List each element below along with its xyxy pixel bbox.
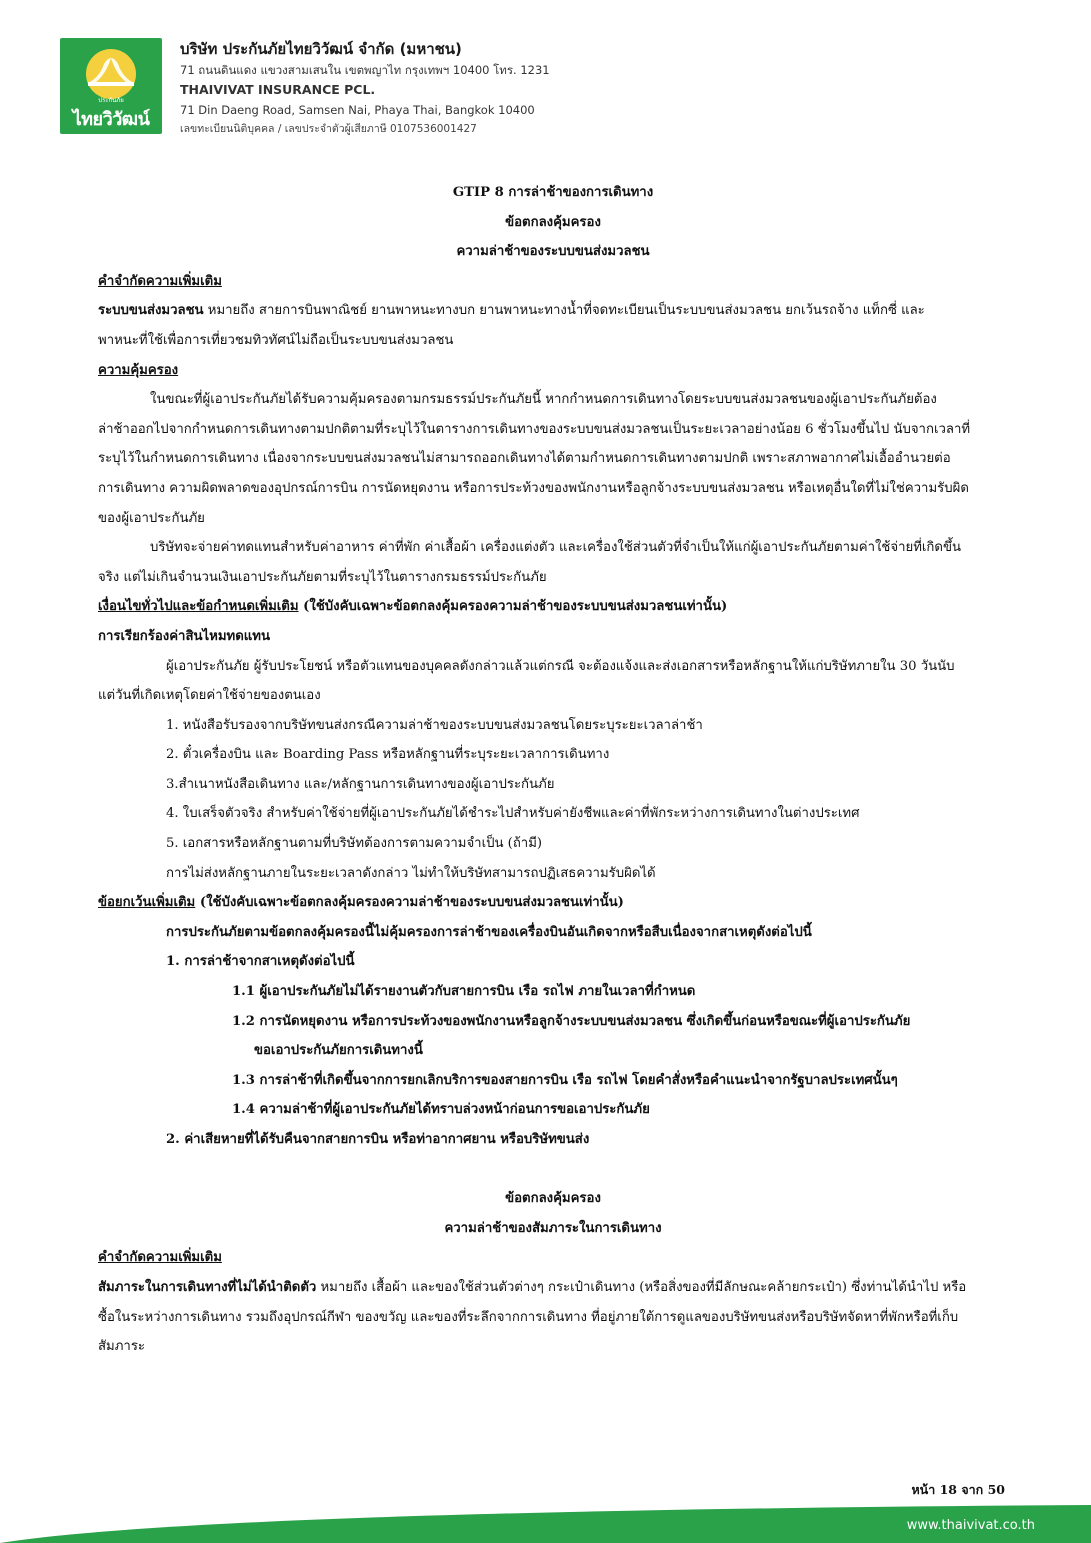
spacer: [98, 1155, 1008, 1185]
definition-text: หมายถึง สายการบินพาณิชย์ ยานพาหนะทางบก ยานพาหนะทางน้ำที่จดทะเบียนเป็นระบบขนส่งมวลชน ยกเว้นรถจ้าง แท็กซี่ และ: [203, 303, 925, 319]
coverage-line-7: จริง แต่ไม่เกินจำนวนเงินเอาประกันภัยตามที่ระบุไว้ในตารางกรมธรรม์ประกันภัย: [98, 569, 547, 585]
company-info: [180, 38, 550, 138]
claim-line-1: ผู้เอาประกันภัย ผู้รับประโยชน์ หรือตัวแทนของบุคคลดังกล่าวแล้วแต่กรณี จะต้องแจ้งและส่งเอกสารหรือหลักฐานให้แก่บริษัทภายใน 30 วันนับ: [166, 658, 955, 674]
definition-line-2: พาหนะที่ใช้เพื่อการเที่ยวชมทิวทัศน์ไม่ถือเป็นระบบขนส่งมวลชน: [98, 332, 454, 348]
website-link[interactable]: www.thaivivat.co.th: [906, 1518, 1035, 1533]
coverage-line-4: การเดินทาง ความผิดพลาดของอุปกรณ์การบิน การนัดหยุดงาน หรือการประท้วงของพนักงานหรือลูกจ้างระบบขนส่งมวลชน หรือเหตุอื่นใดที่ไม่ใช่ความรับผิด: [98, 480, 969, 496]
exclusions-heading-rest: (ใช้บังคับเฉพาะข้อตกลงคุ้มครองความล่าช้าของระบบขนส่งมวลชนเท่านั้น): [195, 895, 624, 911]
doc-list-item: 4. ใบเสร็จตัวจริง สำหรับค่าใช้จ่ายที่ผู้เอาประกันภัยได้ชำระไปสำหรับค่ายังชีพและค่าที่พักระหว่างการเดินทางในต่างประเทศ: [166, 806, 860, 822]
claim-line-2: แต่วันที่เกิดเหตุโดยค่าใช้จ่ายของตนเอง: [98, 688, 321, 704]
exclusion-item-1-2-cont: ขอเอาประกันภัยการเดินทางนี้: [254, 1043, 423, 1059]
company-logo: [60, 38, 162, 134]
exclusion-item-1-1: 1.1 ผู้เอาประกันภัยไม่ได้รายงานตัวกับสายการบิน เรือ รถไฟ ภายในเวลาที่กำหนด: [232, 984, 696, 1000]
conditions-heading-underlined: เงื่อนไขทั่วไปและข้อกำหนดเพิ่มเติม: [98, 599, 299, 615]
doc-subtitle-1: ข้อตกลงคุ้มครอง: [505, 214, 601, 230]
section2-title-1: ข้อตกลงคุ้มครอง: [505, 1191, 601, 1207]
section2-text: หมายถึง เสื้อผ้า และของใช้ส่วนตัวต่างๆ กระเป๋าเดินทาง (หรือสิ่งของที่มีลักษณะคล้ายกระเป๋า) ซึ่งท่านได้นำไป หรือ: [316, 1279, 967, 1295]
document-body: [98, 178, 1008, 1362]
company-registration: เลขทะเบียนนิติบุคคล / เลขประจำตัวผู้เสียภาษี 0107536001427: [180, 123, 477, 135]
section2-title-2: ความล่าช้าของสัมภาระในการเดินทาง: [444, 1220, 662, 1236]
doc-list-item: 5. เอกสารหรือหลักฐานตามที่บริษัทต้องการตามความจำเป็น (ถ้ามี): [166, 836, 543, 852]
exclusions-heading: [98, 888, 1008, 918]
exclusion-item-1: 1. การล่าช้าจากสาเหตุดังต่อไปนี้: [166, 954, 355, 970]
claim-heading: การเรียกร้องค่าสินไหมทดแทน: [98, 628, 270, 644]
section2-term: สัมภาระในการเดินทางที่ไม่ได้นำติดตัว: [98, 1279, 317, 1295]
page-number: หน้า 18 จาก 50: [911, 1482, 1005, 1497]
section2-definition-paragraph: [98, 1273, 1008, 1303]
definition-term: ระบบขนส่งมวลชน: [98, 303, 204, 319]
doc-subtitle-2: ความล่าช้าของระบบขนส่งมวลชน: [456, 244, 650, 260]
exclusions-intro: การประกันภัยตามข้อตกลงคุ้มครองนี้ไม่คุ้มครองการล่าช้าของเครื่องบินอันเกิดจากหรือสืบเนื่องจากสาเหตุดังต่อไปนี้: [166, 924, 812, 940]
coverage-heading: ความคุ้มครอง: [98, 362, 179, 378]
docs-note: การไม่ส่งหลักฐานภายในระยะเวลาดังกล่าว ไม่ทำให้บริษัทสามารถปฏิเสธความรับผิดได้: [166, 865, 656, 881]
section2-definition-heading: คำจำกัดความเพิ่มเติม: [98, 1250, 222, 1266]
doc-title: GTIP 8 การล่าช้าของการเดินทาง: [452, 185, 654, 200]
doc-list-item: 2. ตั๋วเครื่องบิน และ Boarding Pass หรือหลักฐานที่ระบุระยะเวลาการเดินทาง: [166, 747, 610, 763]
coverage-line-2: ล่าช้าออกไปจากกำหนดการเดินทางตามปกติตามที่ระบุไว้ในตารางการเดินทางของระบบขนส่งมวลชนเป็นระยะเวลาอย่างน้อย 6 ชั่วโมงขึ้นไป นับจากเวลาที่: [98, 421, 971, 437]
definition-paragraph: [98, 296, 1008, 326]
company-name-th: บริษัท ประกันภัยไทยวิวัฒน์ จำกัด (มหาชน): [180, 40, 462, 58]
section2-line-2: ซื้อในระหว่างการเดินทาง รวมถึงอุปกรณ์กีฬา ของขวัญ และของที่ระลึกจากการเดินทาง ที่อยู่ภายใต้การดูแลของบริษัทขนส่งหรือบริษัทจัดหาที่พักหรือที่เก็บ: [98, 1309, 959, 1325]
exclusion-item-2: 2. ค่าเสียหายที่ได้รับคืนจากสายการบิน หรือท่าอากาศยาน หรือบริษัทขนส่ง: [166, 1132, 590, 1147]
logo-subtext: ประกันภัย: [98, 97, 124, 104]
definition-heading: คำจำกัดความเพิ่มเติม: [98, 273, 222, 289]
exclusion-item-1-2: 1.2 การนัดหยุดงาน หรือการประท้วงของพนักงานหรือลูกจ้างระบบขนส่งมวลชน ซึ่งเกิดขึ้นก่อนหรือขณะที่ผู้เอาประกันภัย: [232, 1013, 911, 1029]
doc-list-item: 3.สำเนาหนังสือเดินทาง และ/หลักฐานการเดินทางของผู้เอาประกันภัย: [166, 776, 555, 792]
coverage-line-5: ของผู้เอาประกันภัย: [98, 510, 205, 526]
logo-brand-text: ไทยวิวัฒน์: [72, 109, 150, 130]
exclusion-item-1-4: 1.4 ความล่าช้าที่ผู้เอาประกันภัยได้ทราบล่วงหน้าก่อนการขอเอาประกันภัย: [232, 1102, 650, 1118]
conditions-heading-rest: (ใช้บังคับเฉพาะข้อตกลงคุ้มครองความล่าช้าของระบบขนส่งมวลชนเท่านั้น): [298, 599, 728, 615]
coverage-line-3: ระบุไว้ในกำหนดการเดินทาง เนื่องจากระบบขนส่งมวลชนไม่สามารถออกเดินทางได้ตามกำหนดการเดินทางตามปกติ เพราะสภาพอากาศไม่เอื้ออำนวยต่อ: [98, 451, 951, 467]
company-name-en: THAIVIVAT INSURANCE PCL.: [180, 82, 376, 97]
section2-line-3: สัมภาระ: [98, 1339, 146, 1355]
coverage-line-1: ในขณะที่ผู้เอาประกันภัยได้รับความคุ้มครองตามกรมธรรม์ประกันภัยนี้ หากกำหนดการเดินทางโดยระบบขนส่งมวลชนของผู้เอาประกันภัยต้อง: [150, 392, 937, 408]
exclusions-heading-underlined: ข้อยกเว้นเพิ่มเติม: [98, 895, 196, 911]
company-address-th: 71 ถนนดินแดง แขวงสามเสนใน เขตพญาไท กรุงเทพฯ 10400 โทร. 1231: [180, 63, 550, 77]
company-address-en: 71 Din Daeng Road, Samsen Nai, Phaya Thai, Bangkok 10400: [180, 103, 535, 117]
exclusion-item-1-3: 1.3 การล่าช้าที่เกิดขึ้นจากการยกเลิกบริการของสายการบิน เรือ รถไฟ โดยคำสั่งหรือคำแนะนำจากรัฐบาลประเทศนั้นๆ: [232, 1072, 898, 1088]
coverage-line-6: บริษัทจะจ่ายค่าทดแทนสำหรับค่าอาหาร ค่าที่พัก ค่าเสื้อผ้า เครื่องแต่งตัว และเครื่องใช้ส่วนตัวที่จำเป็นให้แก่ผู้เอาประกันภัยตามค่าใช้จ่ายที่เกิดขึ้น: [150, 540, 962, 556]
doc-list-item: 1. หนังสือรับรองจากบริษัทขนส่งกรณีความล่าช้าของระบบขนส่งมวลชนโดยระบุระยะเวลาล่าช้า: [166, 717, 703, 733]
conditions-heading: [98, 592, 1008, 622]
